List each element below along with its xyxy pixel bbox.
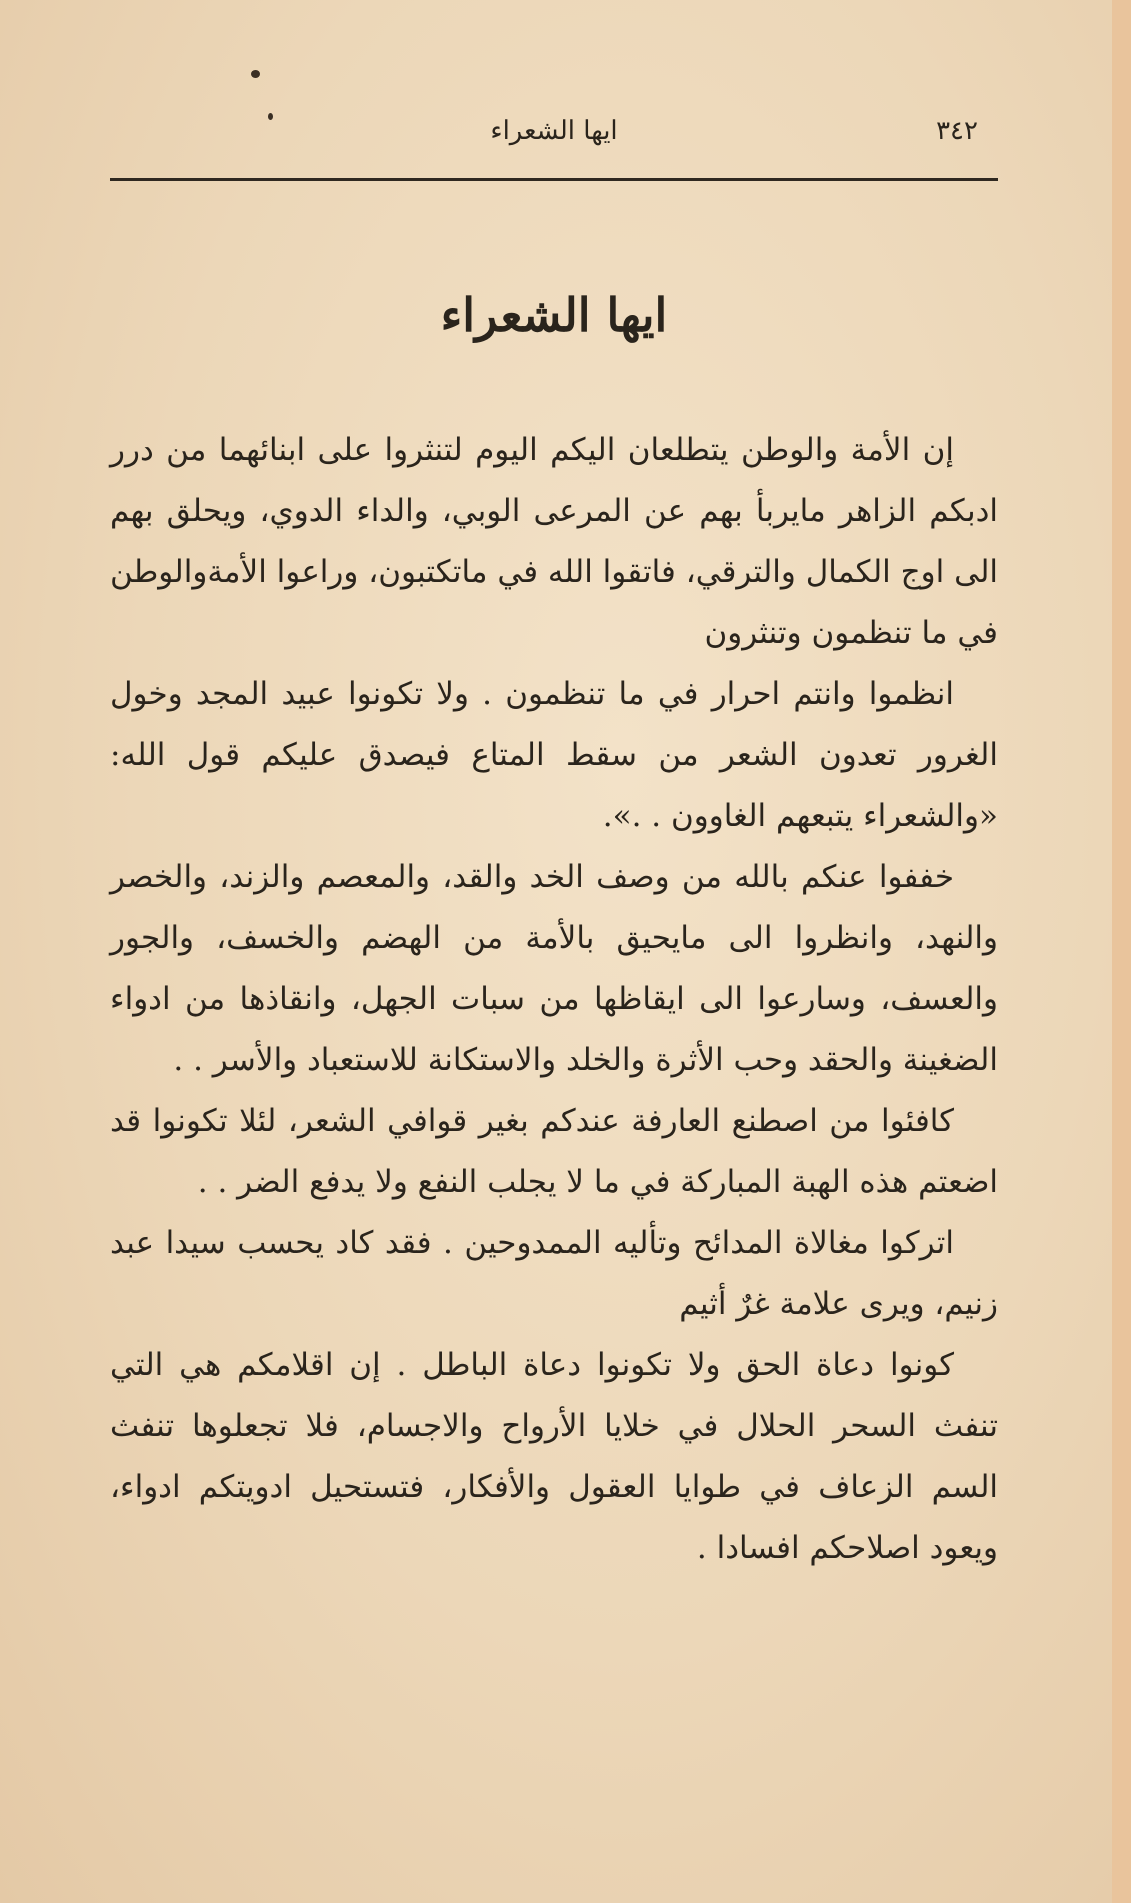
paragraph: انظموا وانتم احرار في ما تنظمون . ولا تكونوا عبيد المجد وخول الغرور تعدون الشعر من سقط المتاع فيصدق عليكم قول الله: «والشعراء يتبعهم الغاوون . .».: [110, 676, 998, 834]
paragraph: خففوا عنكم بالله من وصف الخد والقد، والمعصم والزند، والخصر والنهد، وانظروا الى مايحيق بالأمة من الهضم والخسف، والجور والعسف، وسارعوا الى ايقاظها من سبات الجهل، وانقاذها من ادواء الضغينة والحقد وحب الأثرة والخلد والاستكانة للاستعباد والأسر . .: [110, 859, 998, 1078]
paragraph: كونوا دعاة الحق ولا تكونوا دعاة الباطل . إن اقلامكم هي التي تنفث السحر الحلال في خلايا الأرواح والاجسام، فلا تجعلوها تنفث السم الزعاف في طوايا العقول والأفكار، فتستحيل ادويتكم ادواء، ويعود اصلاحكم افسادا .: [110, 1347, 998, 1566]
paragraph: إن الأمة والوطن يتطلعان اليكم اليوم لتنثروا على ابنائهما من درر ادبكم الزاهر مايربأ بهم عن المرعى الوبي، والداء الدوي، ويحلق بهم الى اوج الكمال والترقي، فاتقوا الله في ماتكتبون، وراعوا الأمةوالوطن في ما تنظمون وتنثرون: [110, 432, 998, 651]
paragraph: كافئوا من اصطنع العارفة عندكم بغير قوافي الشعر، لئلا تكونوا قد اضعتم هذه الهبة المباركة في ما لا يجلب النفع ولا يدفع الضر . .: [110, 1103, 998, 1200]
page-number: ٣٤٢: [936, 116, 978, 146]
paragraph: اتركوا مغالاة المدائح وتأليه الممدوحين . فقد كاد يحسب سيدا عبد زنيم، ويرى علامة غرٌ أثيم: [110, 1225, 998, 1322]
ink-speck: [251, 70, 260, 78]
body-text: [110, 420, 998, 1579]
header-rule: [110, 178, 998, 181]
running-head: ايها الشعراء: [490, 116, 618, 146]
page-edge: [1112, 0, 1131, 1903]
page-header: [110, 112, 998, 172]
chapter-title: ايها الشعراء: [440, 288, 668, 342]
